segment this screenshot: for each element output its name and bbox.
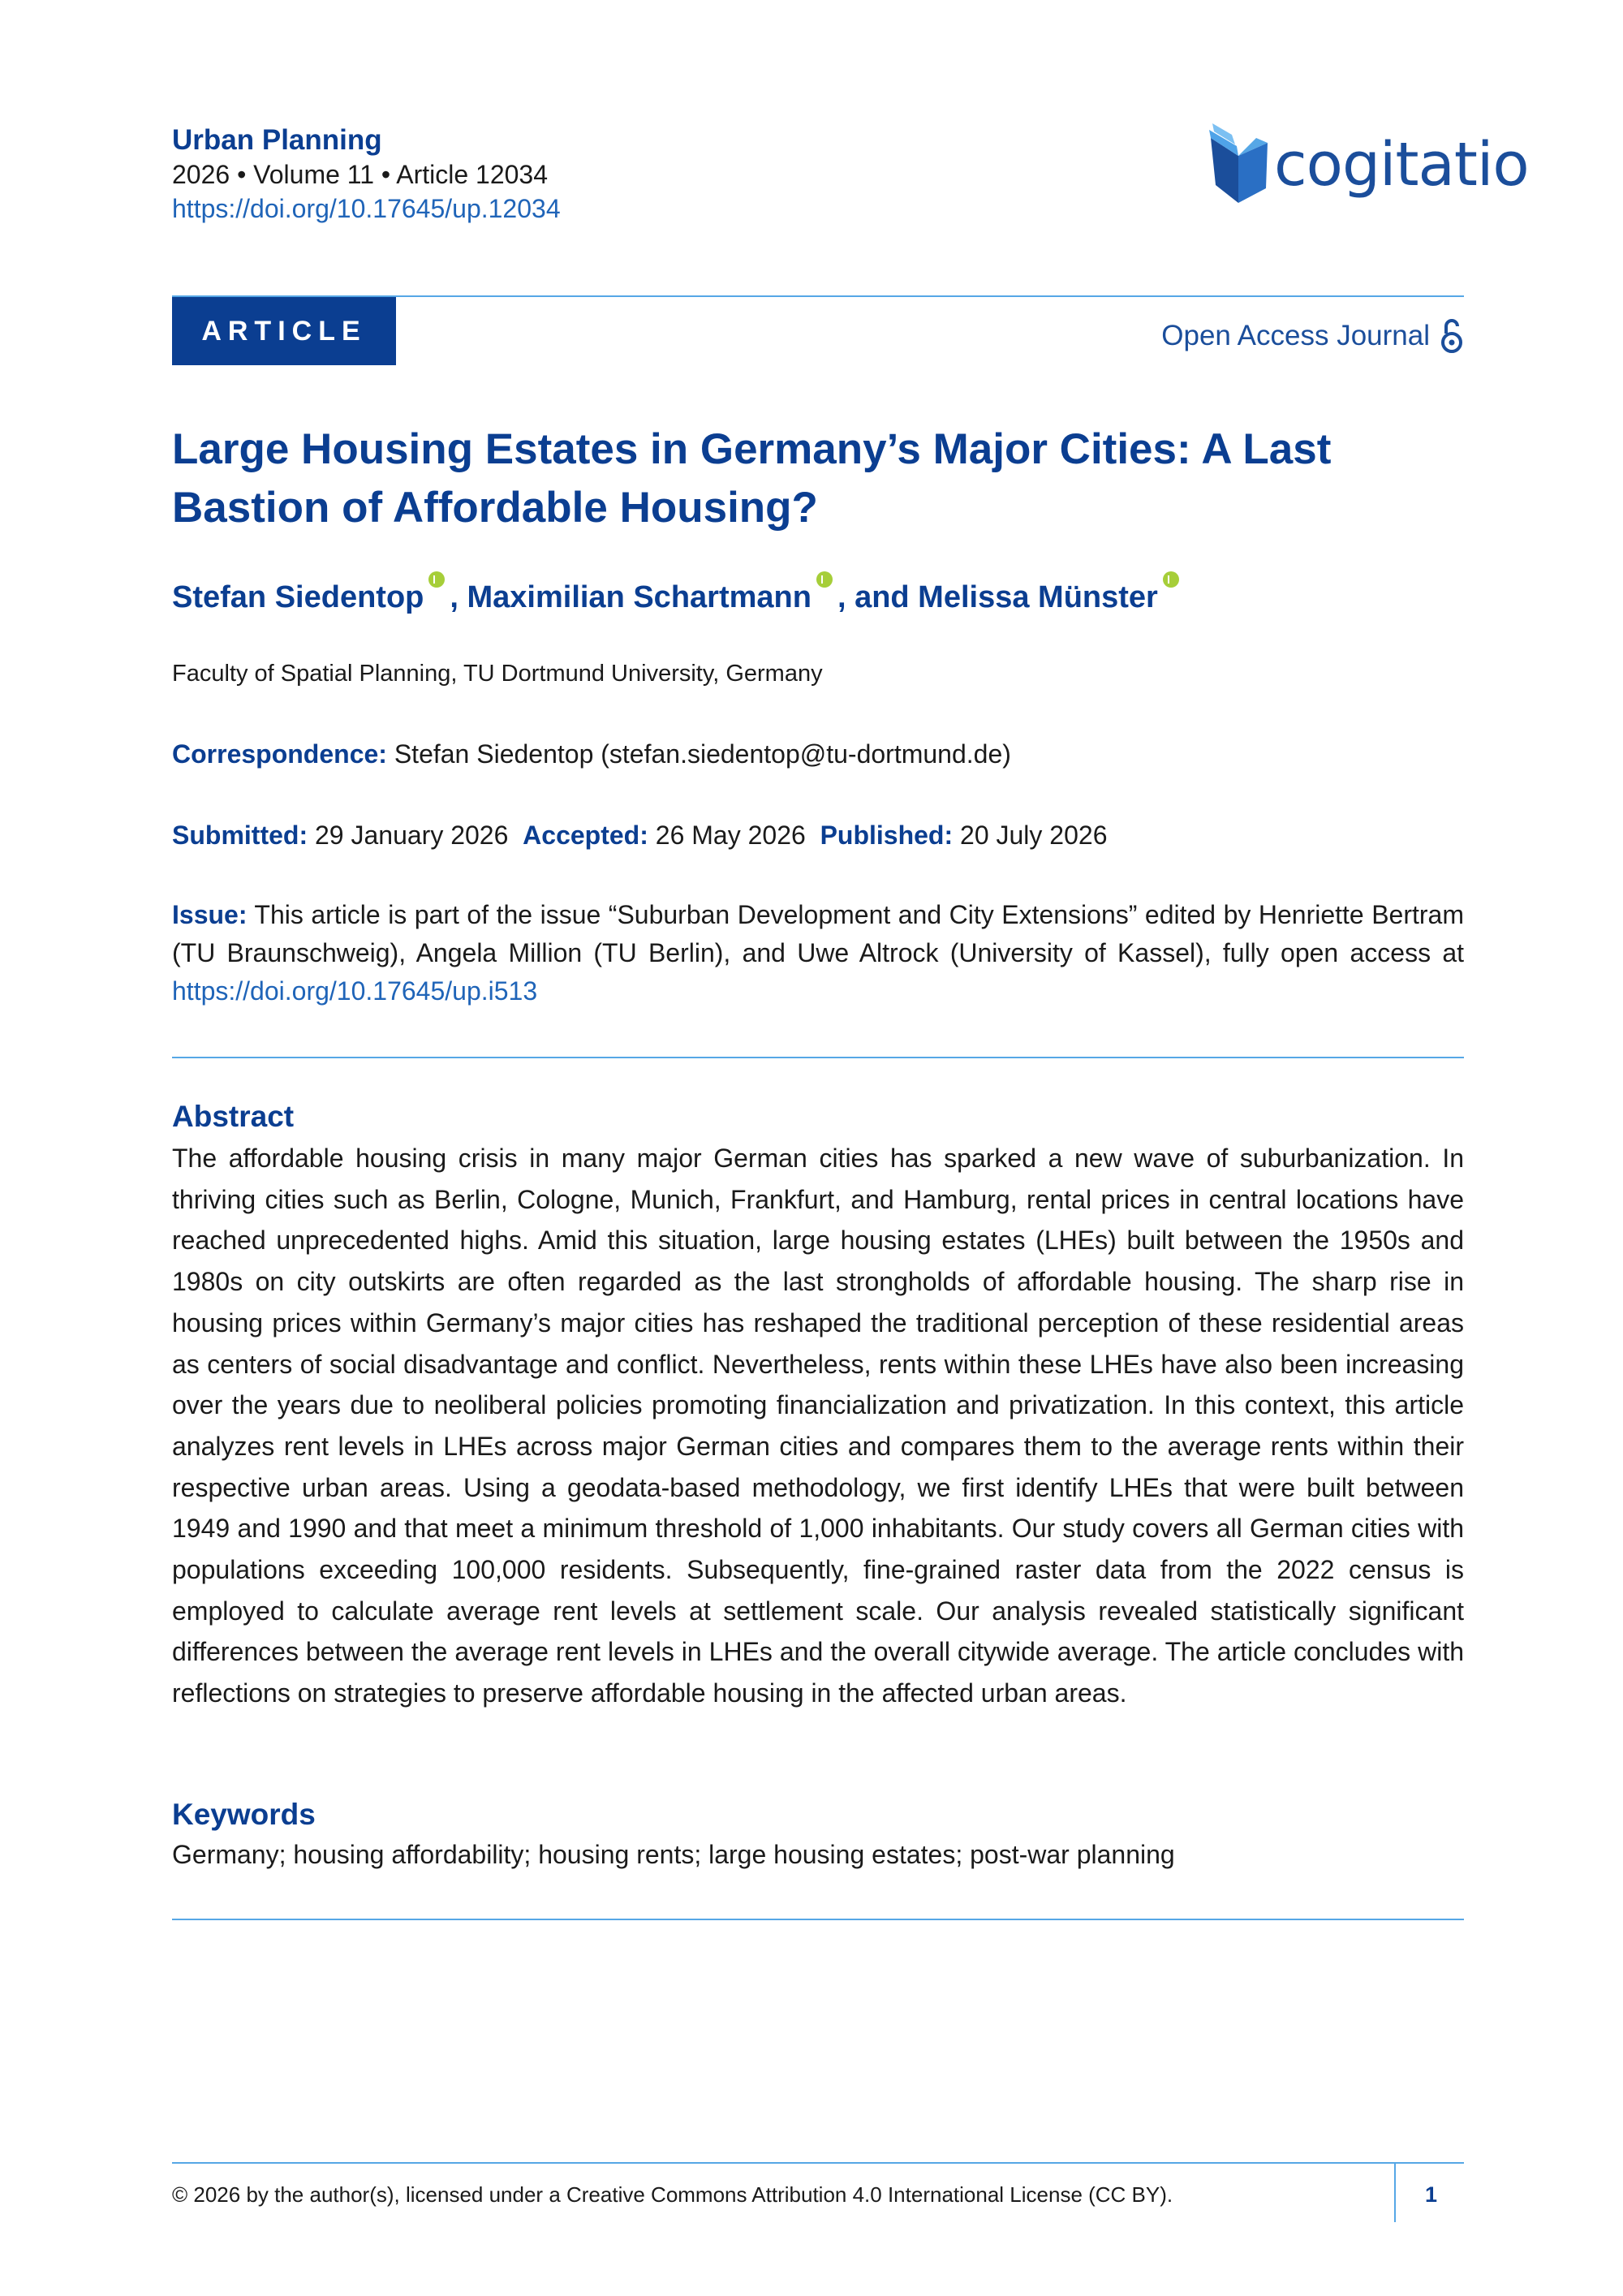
article-doi-link[interactable]: https://doi.org/10.17645/up.12034 [172,194,561,223]
cogitatio-logo[interactable] [1208,122,1529,211]
accepted-label: Accepted: [523,821,648,850]
submitted-label: Submitted: [172,821,308,850]
issue-info [172,896,1464,1010]
published-label: Published: [820,821,954,850]
keywords-heading: Keywords [172,1798,316,1831]
submitted-date: 29 January 2026 [314,821,509,850]
correspondence [172,735,1011,773]
orcid-icon[interactable] [816,571,833,588]
keywords-text: Germany; housing affordability; housing rents; large housing estates; post-war planning [172,1840,1175,1869]
logo-text: cogitatio [1274,130,1529,200]
journal-meta: 2026 • Volume 11 • Article 12034 [172,160,549,189]
published-date: 20 July 2026 [960,821,1108,850]
author-name[interactable]: Stefan Siedentop [172,580,424,614]
footer-vertical-divider [1394,2164,1396,2222]
correspondence-label: Correspondence: [172,739,387,769]
issue-doi-link[interactable]: https://doi.org/10.17645/up.i513 [172,976,538,1006]
article-title: Large Housing Estates in Germany’s Major Cities: A Last Bastion of Affordable Housing? [172,425,1332,532]
orcid-icon[interactable] [1163,571,1179,588]
author-name[interactable]: , Maximilian Schartmann [450,580,812,614]
issue-label: Issue: [172,900,248,929]
cogitatio-book-logo-icon [1208,123,1271,205]
orcid-icon[interactable] [428,571,445,588]
page-number: 1 [1425,2182,1438,2207]
footer-divider [172,2162,1464,2164]
affiliation: Faculty of Spatial Planning, TU Dortmund University, Germany [172,661,823,687]
author-name[interactable]: , and Melissa Münster [837,580,1158,614]
abstract-heading: Abstract [172,1100,295,1133]
article-type-badge: ARTICLE [172,297,396,365]
license-notice[interactable]: © 2026 by the author(s), licensed under a Creative Commons Attribution 4.0 International License (CC BY). [172,2182,1173,2207]
abstract-text: The affordable housing crisis in many major German cities has sparked a new wave of suburbanization. In thriving cities such as Berlin, Cologne, Munich, Frankfurt, and Hamburg, rental prices in central locations have reached unprecedented highs. Amid this situation, large housing estates (LHEs) built between the 1950s and 1980s on city outskirts are often regarded as the last strongholds of affordable housing. The sharp rise in housing prices within Germany’s major cities has reshaped the traditional perception of these residential areas as centers of social disadvantage and conflict. Nevertheless, rents within these LHEs have also been increasing over the years due to neoliberal policies promoting financialization and privatization. In this context, this article analyzes rent levels in LHEs across major German cities and compares them to the average rents within their respective urban areas. Using a geodata-based methodology, we first identify LHEs that were built between 1949 and 1990 and that meet a minimum threshold of 1,000 inhabitants. Our study covers all German cities with populations exceeding 100,000 residents. Subsequently, fine-grained raster data from the 2022 census is employed to calculate average rent levels at settlement scale. Our analysis revealed statistically significant differences between the average rent levels in LHEs and the overall citywide average. The article concludes with reflections on strategies to preserve affordable housing in the affected urban areas. [172,1144,1464,1708]
open-access-lock-icon [1440,317,1464,355]
journal-info [172,123,561,226]
accepted-date: 26 May 2026 [655,821,806,850]
open-access-text: Open Access Journal [1161,320,1430,351]
author-list [172,575,1184,620]
publication-dates [172,816,1107,854]
issue-text: This article is part of the issue “Suburban Development and City Extensions” edited by Henriette Bertram (TU Braunschweig), Angela Million (TU Berlin), and Uwe Altrock (University of Kassel), fully open access at [172,900,1465,967]
journal-name[interactable]: Urban Planning [172,124,382,156]
section-divider [172,1057,1464,1058]
open-access-label[interactable] [1161,313,1464,359]
section-divider [172,1919,1464,1920]
correspondence-value[interactable]: Stefan Siedentop (stefan.siedentop@tu-dortmund.de) [394,739,1011,769]
